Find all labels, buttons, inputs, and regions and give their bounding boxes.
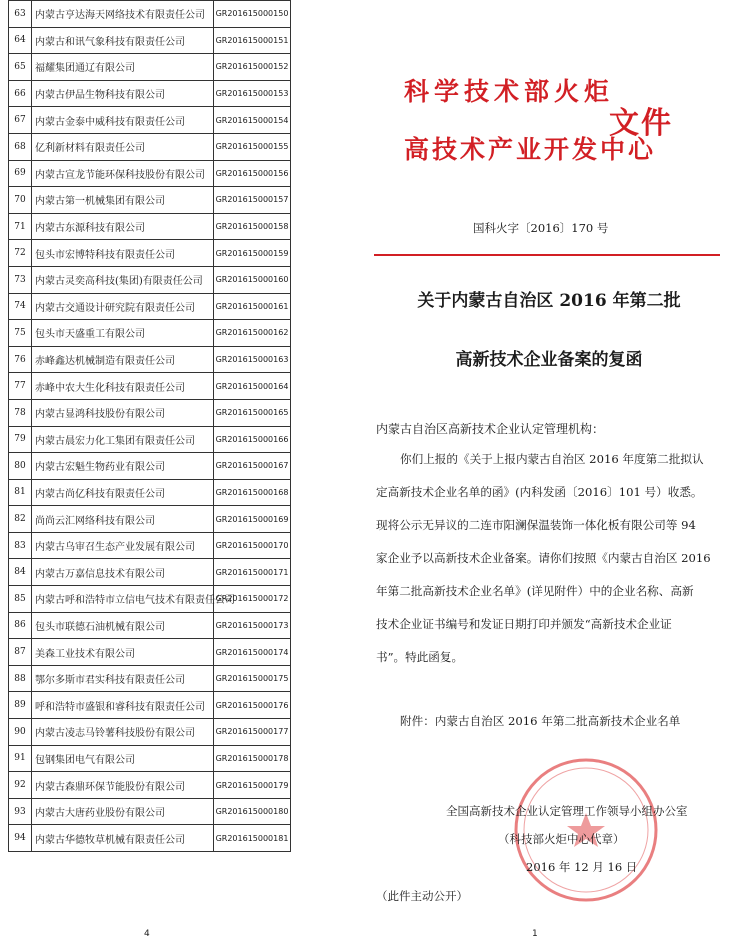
certificate-number: GR201615000152 <box>214 54 291 81</box>
enterprise-name: 内蒙古乌审召生态产业发展有限公司 <box>32 532 214 559</box>
body-line: 现将公示无异议的二连市阳澜保温装饰一体化板有限公司等 94 <box>376 518 696 532</box>
row-number: 65 <box>9 54 32 81</box>
certificate-number: GR201615000154 <box>214 107 291 134</box>
certificate-number: GR201615000160 <box>214 266 291 293</box>
row-number: 83 <box>9 532 32 559</box>
row-number: 75 <box>9 320 32 347</box>
document-title-line2: 高新技术企业备案的复函 <box>455 350 643 370</box>
seal-note: （科技部火炬中心代章） <box>498 832 625 846</box>
certificate-number: GR201615000151 <box>214 27 291 54</box>
row-number: 68 <box>9 133 32 160</box>
certificate-number: GR201615000165 <box>214 399 291 426</box>
body-line: 年第二批高新技术企业名单》(详见附件）中的企业名称、高新 <box>376 584 694 598</box>
enterprise-name: 赤峰中农大生化科技有限责任公司 <box>32 373 214 400</box>
certificate-number: GR201615000156 <box>214 160 291 187</box>
enterprise-name: 内蒙古凌志马铃薯科技股份有限公司 <box>32 719 214 746</box>
row-number: 64 <box>9 27 32 54</box>
enterprise-name: 福耀集团通辽有限公司 <box>32 54 214 81</box>
row-number: 67 <box>9 107 32 134</box>
certificate-number: GR201615000159 <box>214 240 291 267</box>
certificate-number: GR201615000177 <box>214 719 291 746</box>
certificate-number: GR201615000169 <box>214 506 291 533</box>
certificate-number: GR201615000171 <box>214 559 291 586</box>
table-row <box>9 107 291 134</box>
body-line: 你们上报的《关于上报内蒙古自治区 2016 年度第二批拟认 <box>400 452 704 466</box>
table-row <box>9 559 291 586</box>
document-header <box>404 72 704 192</box>
enterprise-name: 内蒙古尚亿科技有限责任公司 <box>32 479 214 506</box>
table-row <box>9 453 291 480</box>
row-number: 63 <box>9 1 32 28</box>
enterprise-name: 包头市天盛重工有限公司 <box>32 320 214 347</box>
row-number: 91 <box>9 745 32 772</box>
row-number: 74 <box>9 293 32 320</box>
enterprise-name: 包头市联德石油机械有限公司 <box>32 612 214 639</box>
row-number: 70 <box>9 187 32 214</box>
certificate-number: GR201615000173 <box>214 612 291 639</box>
table-row <box>9 187 291 214</box>
official-seal-stamp <box>511 755 661 905</box>
header-red-rule <box>374 254 720 256</box>
row-number: 85 <box>9 586 32 613</box>
table-row <box>9 479 291 506</box>
row-number: 79 <box>9 426 32 453</box>
certificate-number: GR201615000172 <box>214 586 291 613</box>
body-line: 书”。特此函复。 <box>376 650 464 664</box>
certificate-number: GR201615000179 <box>214 772 291 799</box>
certificate-number: GR201615000158 <box>214 213 291 240</box>
right-page-number: 1 <box>532 929 538 939</box>
certificate-number: GR201615000161 <box>214 293 291 320</box>
table-row <box>9 346 291 373</box>
certificate-number: GR201615000174 <box>214 639 291 666</box>
enterprise-name: 内蒙古亨达海天网络技术有限责任公司 <box>32 1 214 28</box>
certificate-number: GR201615000162 <box>214 320 291 347</box>
row-number: 94 <box>9 825 32 852</box>
enterprise-name: 内蒙古和讯气象科技有限责任公司 <box>32 27 214 54</box>
enterprise-name: 尚尚云汇网络科技有限公司 <box>32 506 214 533</box>
row-number: 78 <box>9 399 32 426</box>
certificate-number: GR201615000164 <box>214 373 291 400</box>
table-row <box>9 639 291 666</box>
recipient-line: 内蒙古自治区高新技术企业认定管理机构： <box>376 422 605 436</box>
table-row <box>9 80 291 107</box>
table-row <box>9 745 291 772</box>
body-line: 技术企业证书编号和发证日期打印并颁发“高新技术企业证 <box>376 617 672 631</box>
row-number: 71 <box>9 213 32 240</box>
certificate-number: GR201615000157 <box>214 187 291 214</box>
table-row <box>9 54 291 81</box>
certificate-number: GR201615000153 <box>214 80 291 107</box>
enterprise-name: 内蒙古交通设计研究院有限责任公司 <box>32 293 214 320</box>
enterprise-name: 呼和浩特市盛银和睿科技有限责任公司 <box>32 692 214 719</box>
certificate-number: GR201615000170 <box>214 532 291 559</box>
row-number: 77 <box>9 373 32 400</box>
issuer-name: 全国高新技术企业认定管理工作领导小组办公室 <box>446 804 688 818</box>
row-number: 73 <box>9 266 32 293</box>
table-row <box>9 213 291 240</box>
certificate-number: GR201615000166 <box>214 426 291 453</box>
table-row <box>9 160 291 187</box>
certificate-number: GR201615000178 <box>214 745 291 772</box>
certificate-number: GR201615000167 <box>214 453 291 480</box>
certificate-number: GR201615000163 <box>214 346 291 373</box>
header-issuer-line2: 高技术产业开发中心 <box>404 135 657 164</box>
row-number: 66 <box>9 80 32 107</box>
enterprise-name: 内蒙古华德牧草机械有限责任公司 <box>32 825 214 852</box>
row-number: 90 <box>9 719 32 746</box>
row-number: 92 <box>9 772 32 799</box>
enterprise-name: 包钢集团电气有限公司 <box>32 745 214 772</box>
enterprise-name: 亿利新材料有限责任公司 <box>32 133 214 160</box>
enterprise-name: 内蒙古万嘉信息技术有限公司 <box>32 559 214 586</box>
table-row <box>9 266 291 293</box>
row-number: 80 <box>9 453 32 480</box>
enterprise-name: 内蒙古呼和浩特市立信电气技术有限责任公司 <box>32 586 214 613</box>
row-number: 72 <box>9 240 32 267</box>
table-row <box>9 240 291 267</box>
right-page <box>366 0 732 944</box>
certificate-number: GR201615000150 <box>214 1 291 28</box>
public-disclosure-note: （此件主动公开） <box>376 889 468 903</box>
certificate-number: GR201615000176 <box>214 692 291 719</box>
table-row <box>9 692 291 719</box>
table-row <box>9 27 291 54</box>
header-document-label: 文件 <box>609 106 673 141</box>
table-row <box>9 426 291 453</box>
certificate-number: GR201615000155 <box>214 133 291 160</box>
header-issuer-line1: 科学技术部火炬 <box>404 77 615 106</box>
certificate-number: GR201615000180 <box>214 798 291 825</box>
table-row <box>9 373 291 400</box>
table-row <box>9 665 291 692</box>
enterprise-name: 内蒙古晨宏力化工集团有限责任公司 <box>32 426 214 453</box>
row-number: 82 <box>9 506 32 533</box>
certificate-number: GR201615000168 <box>214 479 291 506</box>
enterprise-name: 内蒙古灵奕高科技(集团)有限责任公司 <box>32 266 214 293</box>
row-number: 89 <box>9 692 32 719</box>
document-date: 2016 年 12 月 16 日 <box>526 860 638 874</box>
table-row <box>9 506 291 533</box>
document-number: 国科火字〔2016〕170 号 <box>473 221 609 235</box>
table-row <box>9 586 291 613</box>
row-number: 88 <box>9 665 32 692</box>
enterprise-name: 包头市宏博特科技有限责任公司 <box>32 240 214 267</box>
enterprise-name: 内蒙古宣龙节能环保科技股份有限公司 <box>32 160 214 187</box>
enterprise-name: 内蒙古显鸿科技股份有限公司 <box>32 399 214 426</box>
table-row <box>9 399 291 426</box>
enterprise-name: 内蒙古大唐药业股份有限公司 <box>32 798 214 825</box>
table-row <box>9 1 291 28</box>
table-row <box>9 293 291 320</box>
enterprise-name: 美森工业技术有限公司 <box>32 639 214 666</box>
attachment-line: 附件：内蒙古自治区 2016 年第二批高新技术企业名单 <box>400 714 681 728</box>
enterprise-name: 鄂尔多斯市君实科技有限责任公司 <box>32 665 214 692</box>
table-row <box>9 719 291 746</box>
enterprise-list-body <box>9 1 291 852</box>
table-row <box>9 825 291 852</box>
enterprise-name: 内蒙古伊品生物科技有限公司 <box>32 80 214 107</box>
table-row <box>9 772 291 799</box>
row-number: 76 <box>9 346 32 373</box>
enterprise-name: 内蒙古东源科技有限公司 <box>32 213 214 240</box>
row-number: 69 <box>9 160 32 187</box>
enterprise-name: 内蒙古金泰中威科技有限责任公司 <box>32 107 214 134</box>
row-number: 87 <box>9 639 32 666</box>
enterprise-name: 赤峰鑫达机械制造有限责任公司 <box>32 346 214 373</box>
left-page-number: 4 <box>144 929 150 939</box>
enterprise-list-table <box>8 0 291 852</box>
certificate-number: GR201615000181 <box>214 825 291 852</box>
table-row <box>9 133 291 160</box>
row-number: 81 <box>9 479 32 506</box>
certificate-number: GR201615000175 <box>214 665 291 692</box>
row-number: 86 <box>9 612 32 639</box>
table-row <box>9 320 291 347</box>
table-row <box>9 532 291 559</box>
body-line: 家企业予以高新技术企业备案。请你们按照《内蒙古自治区 2016 <box>376 551 711 565</box>
row-number: 93 <box>9 798 32 825</box>
enterprise-name: 内蒙古宏魁生物药业有限公司 <box>32 453 214 480</box>
table-row <box>9 612 291 639</box>
enterprise-name: 内蒙古第一机械集团有限公司 <box>32 187 214 214</box>
row-number: 84 <box>9 559 32 586</box>
enterprise-name: 内蒙古森鼎环保节能股份有限公司 <box>32 772 214 799</box>
body-line: 定高新技术企业名单的函》(内科发函〔2016〕101 号）收悉。 <box>376 485 703 499</box>
table-row <box>9 798 291 825</box>
document-title-line1: 关于内蒙古自治区 2016 年第二批 <box>417 291 681 311</box>
